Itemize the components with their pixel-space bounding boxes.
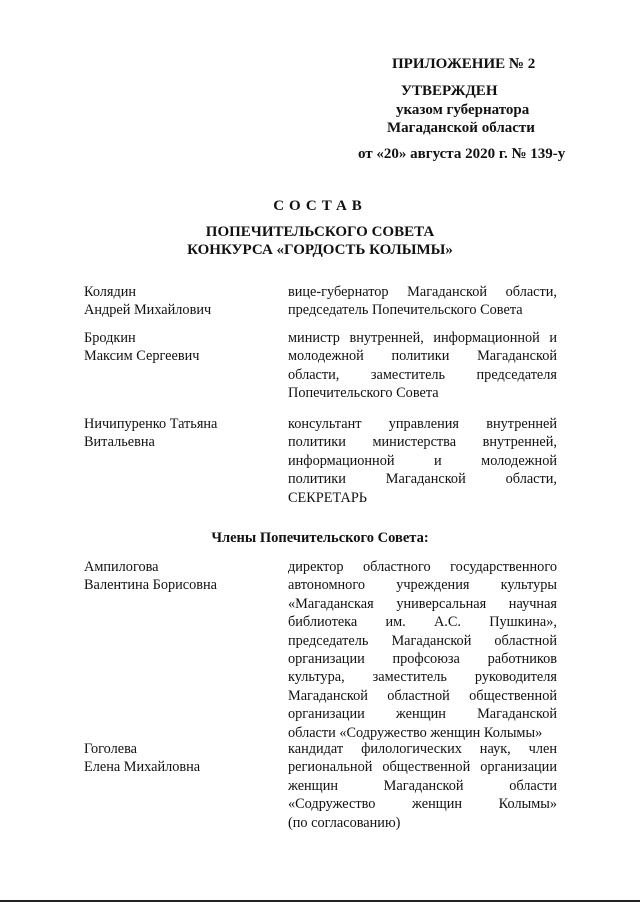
member-role bbox=[288, 283, 557, 320]
page-bottom-edge bbox=[0, 900, 640, 902]
role-line: культура, заместитель руководителя bbox=[288, 669, 557, 686]
members-heading: Члены Попечительского Совета: bbox=[211, 530, 429, 546]
role-line: консультант управления внутренней bbox=[288, 416, 557, 432]
role-line: «Магаданская универсальная научная bbox=[288, 595, 557, 612]
role-line: председатель Магаданской областной bbox=[288, 632, 557, 649]
role-line: области, заместитель председателя bbox=[288, 366, 557, 383]
given-name: Андрей Михайлович bbox=[84, 302, 212, 319]
surname: Ничипуренко Татьяна bbox=[84, 416, 218, 432]
given-name: Витальевна bbox=[84, 434, 155, 451]
region-label: Магаданской области bbox=[387, 120, 535, 136]
surname: Гоголева bbox=[84, 741, 138, 757]
given-name: Максим Сергеевич bbox=[84, 348, 200, 365]
role-line: Попечительского Совета bbox=[288, 385, 439, 402]
member-role bbox=[288, 740, 557, 832]
role-line: «Содружество женщин Колымы» bbox=[288, 796, 557, 813]
surname: Бродкин bbox=[84, 330, 136, 346]
decree-date: от «20» августа 2020 г. № 139-у bbox=[358, 146, 566, 162]
title-line-1: ПОПЕЧИТЕЛЬСКОГО СОВЕТА bbox=[205, 224, 435, 240]
member-name bbox=[84, 740, 274, 777]
role-line: кандидат филологических наук, член bbox=[288, 741, 557, 757]
member-name bbox=[84, 415, 274, 452]
role-line: женщин Магаданской области bbox=[288, 777, 557, 794]
given-name: Елена Михайловна bbox=[84, 759, 201, 776]
member-name bbox=[84, 558, 274, 595]
decree-label: указом губернатора bbox=[396, 102, 530, 118]
title-line-2: КОНКУРСА «ГОРДОСТЬ КОЛЫМЫ» bbox=[187, 242, 453, 258]
role-line: молодежной политики Магаданской bbox=[288, 348, 557, 365]
role-line: (по согласованию) bbox=[288, 814, 401, 831]
member-name bbox=[84, 283, 274, 320]
given-name: Валентина Борисовна bbox=[84, 577, 218, 594]
appendix-label: ПРИЛОЖЕНИЕ № 2 bbox=[392, 56, 536, 72]
member-role bbox=[288, 329, 557, 403]
surname: Колядин bbox=[84, 284, 137, 300]
member-role bbox=[288, 558, 557, 742]
role-line: СЕКРЕТАРЬ bbox=[288, 489, 367, 506]
role-line: области «Содружество женщин Колымы» bbox=[288, 724, 543, 741]
member-name bbox=[84, 329, 274, 366]
role-line: региональной общественной организации bbox=[288, 759, 557, 776]
role-line: автономного учреждения культуры bbox=[288, 577, 557, 594]
role-line: информационной и молодежной bbox=[288, 452, 557, 469]
role-line: Магаданской областной общественной bbox=[288, 687, 557, 704]
role-line: организации женщин Магаданской bbox=[288, 706, 557, 723]
role-line: вице-губернатор Магаданской области, bbox=[288, 284, 557, 300]
role-line: министр внутренней, информационной и bbox=[288, 330, 557, 346]
approved-label: УТВЕРЖДЕН bbox=[401, 83, 498, 99]
role-line: организации профсоюза работников bbox=[288, 651, 557, 668]
surname: Ампилогова bbox=[84, 559, 159, 575]
role-line: библиотека им. А.С. Пушкина», bbox=[288, 614, 557, 631]
member-role bbox=[288, 415, 557, 507]
document-title: СОСТАВ bbox=[273, 198, 367, 214]
role-line: председатель Попечительского Совета bbox=[288, 302, 523, 319]
role-line: директор областного государственного bbox=[288, 559, 557, 575]
role-line: политики Магаданской области, bbox=[288, 471, 557, 488]
role-line: политики министерства внутренней, bbox=[288, 434, 557, 451]
